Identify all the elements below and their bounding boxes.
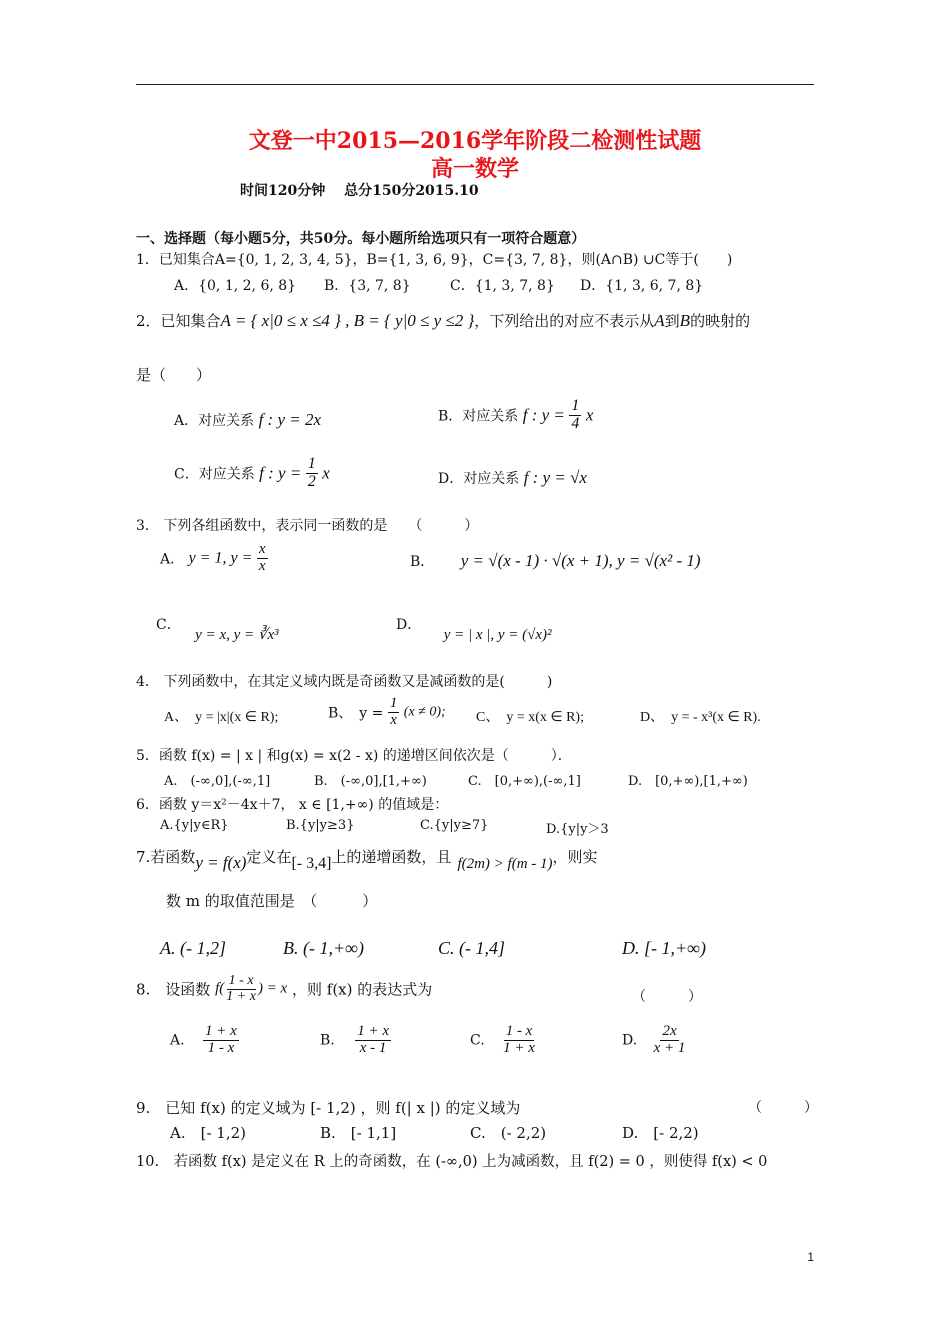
q1-option-a: A．{0, 1, 2, 6, 8} — [174, 278, 297, 294]
q8-stem-a: 8. 设函数 — [136, 980, 211, 999]
q8-b-fraction — [355, 1024, 391, 1057]
q4-option-d-expr: D、 y = - x³(x ∈ R). — [640, 710, 761, 725]
q7-option-d: D. [- 1,+∞) — [622, 938, 706, 958]
q9-option-c: C. (- 2,2) — [470, 1124, 547, 1142]
q2-c-den: 2 — [307, 472, 316, 490]
q5-option-b: B. (-∞,0],[1,+∞) — [314, 774, 427, 789]
q2-from: A — [654, 311, 665, 330]
q3-option-a — [160, 542, 268, 575]
question-6-stem: 6．函数 y＝x²－4x＋7， x ∈ [1,+∞) 的值域是： — [136, 797, 449, 813]
q8-option-b — [320, 1024, 391, 1057]
q4-option-b — [328, 696, 446, 729]
q8-d-num: 2x — [662, 1023, 677, 1039]
question-4-stem: 4． 下列函数中，在其定义域内既是奇函数又是减函数的是( ) — [136, 674, 553, 690]
page-number: 1 — [807, 1250, 814, 1264]
q8-f-den: 1 + x — [226, 988, 256, 1004]
q1-option-c: C．{1, 3, 7, 8} — [450, 278, 555, 294]
q4-option-b-fraction — [388, 696, 400, 729]
q2-b-den: 4 — [571, 414, 580, 432]
q4-b-num: 1 — [389, 695, 398, 711]
question-7-stem — [136, 846, 598, 872]
q2-option-c-x: x — [322, 463, 330, 483]
q5-option-a: A. (-∞,0],(-∞,1] — [164, 774, 271, 789]
q8-d-fraction — [652, 1024, 688, 1057]
q2-option-c — [174, 456, 330, 491]
q3-option-a-fraction — [257, 542, 268, 575]
q2-option-a-label: A．对应关系 — [174, 413, 255, 429]
q8-c-den: 1 + x — [503, 1039, 535, 1056]
question-2-stem — [136, 310, 750, 331]
q2-to-word: 到 — [664, 312, 680, 330]
q2-stem-b: ，下列给出的对应不表示从 — [474, 312, 655, 330]
q4-option-b-post: (x ≠ 0); — [403, 704, 446, 720]
q7-condition: f(2m) > f(m - 1) — [457, 856, 553, 872]
q3-option-a-label: A． — [160, 551, 185, 568]
q9-option-a: A. [- 1,2) — [170, 1124, 246, 1142]
q8-stem-b: ，则 f(x) 的表达式为 — [292, 980, 433, 999]
q5-option-d: D. [0,+∞),[1,+∞) — [628, 774, 748, 789]
q4-option-a-expr: A、 y = |x|(x ∈ R); — [164, 710, 279, 725]
q8-d-label: D. — [622, 1032, 638, 1049]
q8-c-fraction — [501, 1024, 537, 1057]
q4-option-b-pre: B、 y = — [328, 705, 384, 722]
q7-stem-d: ，则实 — [552, 848, 598, 866]
q8-b-label: B. — [320, 1032, 335, 1049]
q2-stem-c: 的映射的 — [690, 312, 751, 330]
q2-option-b-label: B．对应关系 — [438, 408, 519, 425]
q2-option-c-label: C．对应关系 — [174, 466, 255, 483]
q2-option-a — [174, 410, 321, 430]
q8-f-post: ) = x — [257, 980, 288, 997]
q3-option-b-label: B． — [410, 554, 435, 570]
q8-b-den: x - 1 — [359, 1039, 387, 1056]
q2-option-b-expr: f : y = — [522, 405, 565, 425]
q8-a-num: 1 + x — [205, 1023, 237, 1039]
q3-option-b — [410, 551, 701, 571]
q8-d-den: x + 1 — [653, 1039, 686, 1056]
q8-answer-paren: （ ） — [632, 989, 702, 1005]
q7-option-a: A. (- 1,2] — [160, 938, 226, 958]
q9-answer-paren: （ ） — [748, 1100, 818, 1116]
question-10-stem: 10. 若函数 f(x) 是定义在 R 上的奇函数，在 (-∞,0) 上为减函数，且 f(2) = 0 ，则使得 f(x) < 0 — [136, 1154, 768, 1170]
q2-b-num: 1 — [571, 397, 580, 414]
q7-stem-a: 7.若函数 — [136, 848, 196, 866]
q6-option-d: D.{y|y＞3 — [546, 822, 609, 837]
exam-title: 文登一中2015—2016学年阶段二检测性试题 — [248, 128, 702, 154]
q8-f-num: 1 - x — [228, 973, 254, 988]
q2-option-c-expr: f : y = — [259, 463, 302, 483]
q7-stem-c: 上的递增函数，且 — [331, 848, 452, 866]
q9-option-d: D. [- 2,2) — [622, 1124, 699, 1142]
question-1-stem: 1．已知集合A={0, 1, 2, 3, 4, 5}，B={1, 3, 6, 9}，C={3, 7, 8}，则(A∩B) ∪C等于( ) — [136, 252, 733, 268]
q2-option-b-x: x — [585, 405, 594, 425]
q7-option-b: B. (- 1,+∞) — [283, 938, 364, 958]
q5-option-c: C. [0,+∞),(-∞,1] — [468, 774, 581, 789]
q7-stem-continued: 数 m 的取值范围是 （ ） — [166, 892, 378, 910]
q6-option-b: B.{y|y≥3} — [286, 818, 355, 833]
q3-option-d-label: D． — [396, 617, 422, 633]
q2-option-d-expr: f : y = √x — [523, 468, 587, 487]
q7-domain: [- 3,4] — [291, 855, 332, 872]
question-9-stem: 9. 已知 f(x) 的定义域为 [- 1,2) ，则 f(| x |) 的定义域为 — [136, 1099, 521, 1117]
q3-a-den: x — [258, 557, 266, 574]
q2-option-d-label: D．对应关系 — [438, 471, 520, 487]
q4-b-den: x — [390, 711, 397, 728]
q6-option-c: C.{y|y≥7} — [420, 818, 489, 833]
q2-c-num: 1 — [307, 455, 316, 472]
q2-option-a-expr: f : y = 2x — [258, 410, 322, 429]
top-rule — [136, 84, 814, 85]
q8-option-a — [170, 1024, 239, 1057]
q8-b-num: 1 + x — [357, 1023, 389, 1039]
section-heading: 一、选择题（每小题5分，共50分。每小题所给选项只有一项符合题意） — [136, 231, 586, 247]
q7-option-c: C. (- 1,4] — [438, 938, 505, 958]
q3-option-c — [156, 614, 279, 643]
q3-option-a-expr: y = 1, y = — [188, 549, 253, 567]
q2-to: B — [679, 311, 691, 330]
exam-meta: 时间120分钟 总分150分2015.10 — [240, 183, 479, 199]
q4-option-c — [476, 706, 584, 726]
q7-stem-b: 定义在 — [246, 848, 292, 866]
q2-stem-continued: 是（ ） — [136, 366, 212, 384]
q9-option-b: B. [- 1,1] — [320, 1124, 397, 1142]
exam-subject: 高一数学 — [430, 156, 519, 182]
q7-function: y = f(x) — [195, 853, 247, 872]
q3-option-b-expr: y = √(x - 1) · √(x + 1), y = √(x² - 1) — [460, 551, 701, 570]
q2-option-b-fraction — [569, 398, 581, 433]
q1-option-b: B．{3, 7, 8} — [324, 278, 411, 294]
q8-c-label: C. — [470, 1032, 485, 1049]
q8-stem-fraction — [224, 974, 258, 1004]
q8-f-pre: f( — [215, 980, 225, 997]
q4-option-a — [164, 706, 278, 726]
question-3-stem: 3． 下列各组函数中，表示同一函数的是 （ ） — [136, 518, 479, 534]
q2-set-expr: A = { x|0 ≤ x ≤4 } , B = { y|0 ≤ y ≤2 } — [220, 311, 475, 330]
q4-option-d — [640, 706, 761, 726]
q2-option-d — [438, 468, 587, 488]
q8-a-label: A. — [170, 1032, 185, 1049]
q3-option-c-label: C． — [156, 617, 181, 633]
q2-stem-a: 2．已知集合 — [136, 312, 221, 330]
q8-a-den: 1 - x — [207, 1039, 235, 1056]
q8-option-d — [622, 1024, 687, 1057]
q8-option-c — [470, 1024, 537, 1057]
q6-option-a: A.{y|y∈R} — [160, 818, 229, 833]
q3-option-c-expr: y = x, y = ∛x³ — [195, 627, 279, 643]
question-8-stem — [136, 974, 432, 1004]
q8-a-fraction — [203, 1024, 239, 1057]
q2-option-c-fraction — [306, 456, 318, 491]
q3-option-d-expr: y = | x |, y = (√x)² — [443, 627, 552, 643]
q3-a-num: x — [258, 541, 266, 557]
q1-option-d: D．{1, 3, 6, 7, 8} — [580, 278, 704, 294]
q3-option-d — [396, 614, 552, 643]
q2-option-b — [438, 398, 593, 433]
q8-c-num: 1 - x — [505, 1023, 533, 1039]
q4-option-c-expr: C、 y = x(x ∈ R); — [476, 710, 584, 725]
question-5-stem: 5．函数 f(x) = | x | 和g(x) = x(2 - x) 的递增区间依次是（ ）． — [136, 748, 572, 764]
